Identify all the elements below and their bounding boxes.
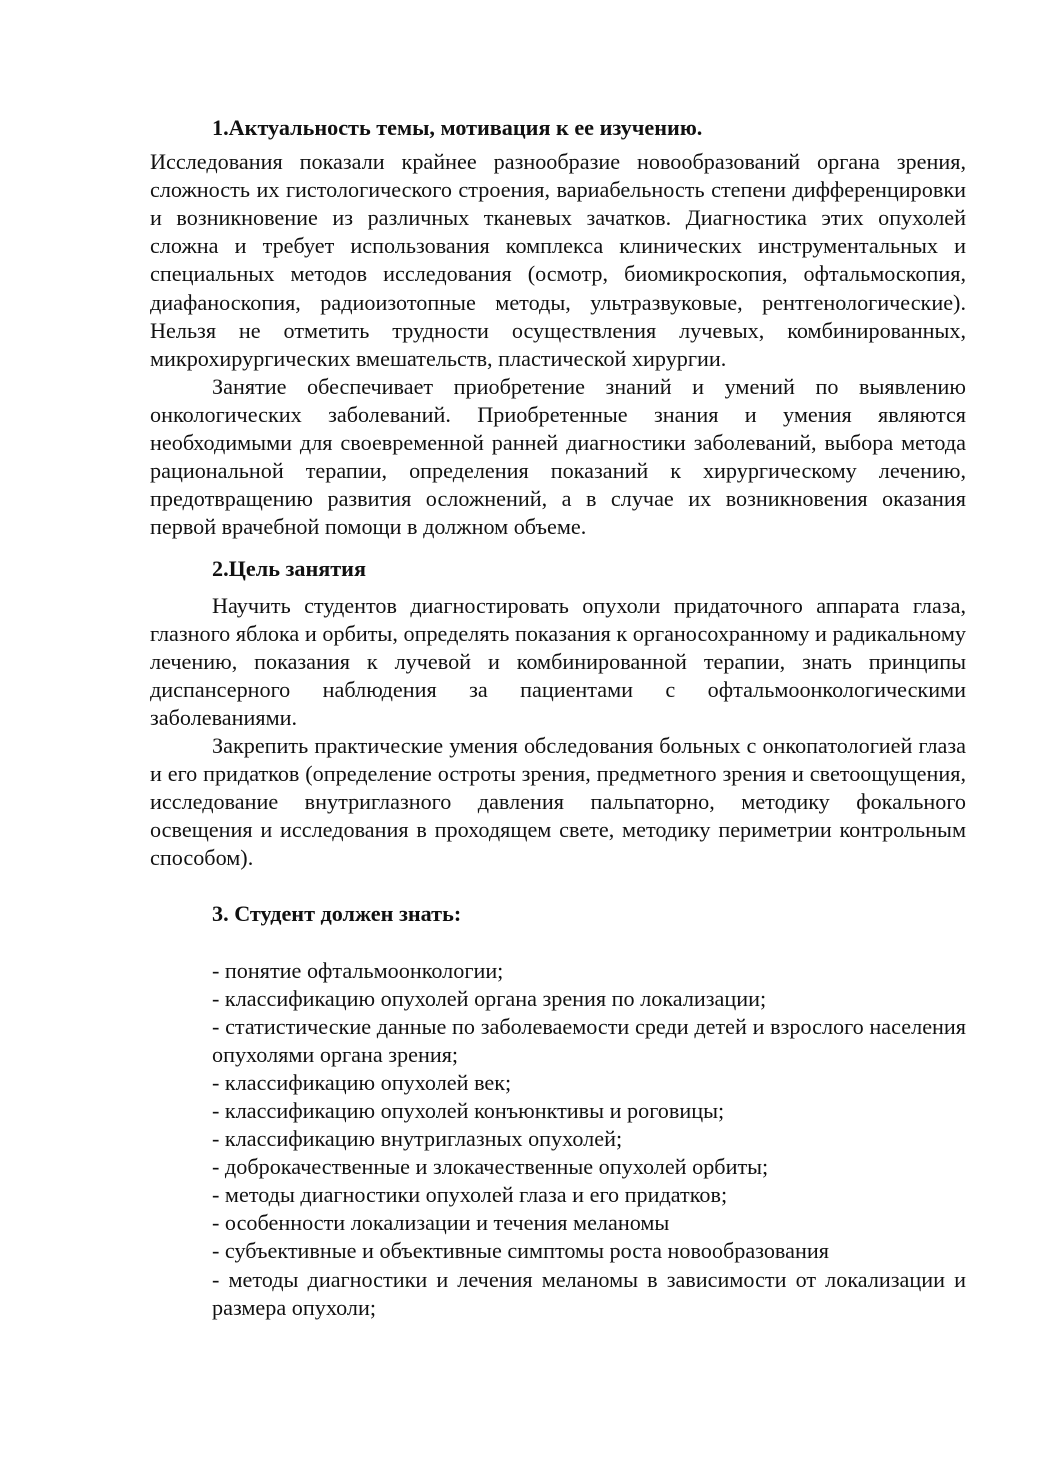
- section-2-heading: 2.Цель занятия: [212, 556, 366, 582]
- section-1-paragraph-1: Исследования показали крайнее разнообразие новообразований органа зрения, сложность их гистологического строения, вариабельность степени дифференцировки и возникновение из различных тканевых зачатков. Диагностика этих опухолей сложна и требует использования комплекса клинических инструментальных и специальных методов исследования (осмотр, биомикроскопия, офтальмоскопия, диафаноскопия, радиоизотопные методы, ультразвуковые, рентгенологические). Нельзя не отметить трудности осуществления лучевых, комбинированных, микрохирургических вмешательств, пластической хирургии.: [150, 149, 966, 371]
- list-item: - статистические данные по заболеваемости среди детей и взрослого населения опухолями органа зрения;: [212, 1013, 966, 1067]
- list-item: - классификацию внутриглазных опухолей;: [212, 1126, 623, 1152]
- knowledge-list: [150, 957, 966, 1322]
- section-1-heading: 1.Актуальность темы, мотивация к ее изучению.: [212, 115, 703, 140]
- list-item: - методы диагностики опухолей глаза и его придатков;: [212, 1182, 728, 1208]
- list-item: - субъективные и объективные симптомы роста новообразования: [212, 1238, 829, 1264]
- list-item: - классификацию опухолей органа зрения по локализации;: [212, 985, 767, 1011]
- list-item: - понятие офтальмоонкологии;: [212, 957, 504, 983]
- section-3-heading: 3. Студент должен знать:: [212, 901, 462, 927]
- list-item: - доброкачественные и злокачественные опухолей орбиты;: [212, 1154, 769, 1180]
- list-item: - методы диагностики и лечения меланомы в зависимости от локализации и размера опухоли;: [212, 1266, 966, 1320]
- document-page: [150, 114, 966, 1322]
- section-2-paragraph-2: Закрепить практические умения обследования больных с онкопатологией глаза и его придатков (определение остроты зрения, предметного зрения и светоощущения, исследование внутриглазного давления пальпаторно, методику фокального освещения и исследования в проходящем свете, методику периметрии контрольным способом).: [150, 732, 966, 871]
- section-1-paragraph-2: Занятие обеспечивает приобретение знаний и умений по выявлению онкологических заболеваний. Приобретенные знания и умения являются необходимыми для своевременной ранней диагностики заболеваний, выбора метода рациональной терапии, определения показаний к хирургическому лечению, предотвращению развития осложнений, а в случае их возникновения оказания первой врачебной помощи в должном объеме.: [150, 373, 966, 540]
- list-item: - особенности локализации и течения меланомы: [212, 1210, 670, 1236]
- section-2-paragraph-1: Научить студентов диагностировать опухоли придаточного аппарата глаза, глазного яблока и орбиты, определять показания к органосохранному и радикальному лечению, показания к лучевой и комбинированной терапии, знать принципы диспансерного наблюдения за пациентами с офтальмоонкологическими заболеваниями.: [150, 592, 966, 730]
- list-item: - классификацию опухолей конъюнктивы и роговицы;: [212, 1098, 725, 1123]
- list-item: - классификацию опухолей век;: [212, 1069, 512, 1095]
